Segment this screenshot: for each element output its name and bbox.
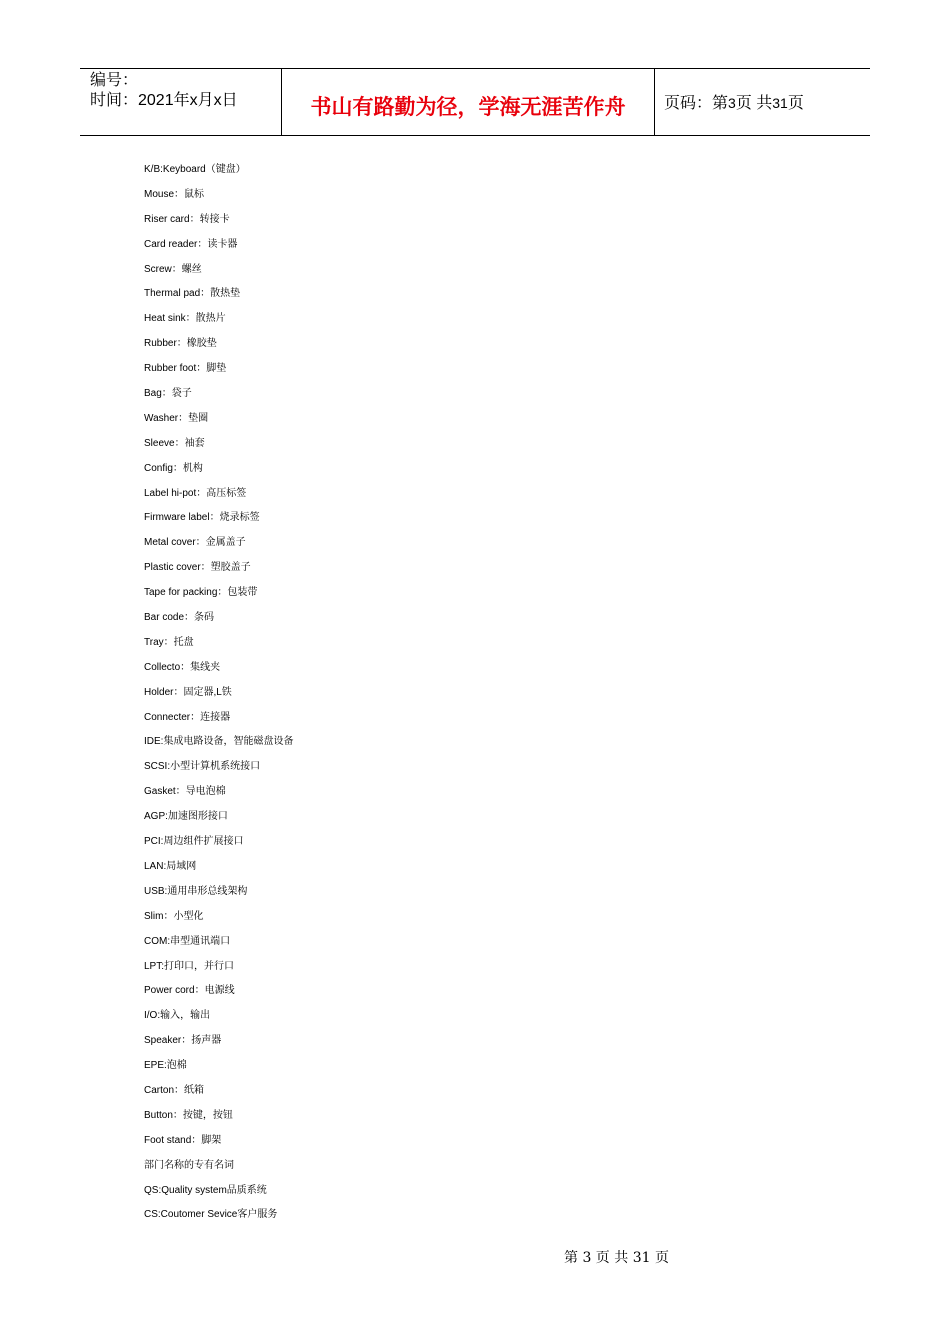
glossary-item: COM:串型通讯端口 <box>144 935 231 947</box>
glossary-item: Bag：袋子 <box>144 388 192 400</box>
glossary-item: Washer：垫圈 <box>144 412 209 424</box>
glossary-item: PCI:周边组件扩展接口 <box>144 836 244 848</box>
glossary-item: Bar code：条码 <box>144 612 215 624</box>
glossary-item: LAN:局域网 <box>144 860 197 872</box>
glossary-item: Heat sink：散热片 <box>144 313 226 325</box>
glossary-item: USB:通用串形总线架构 <box>144 885 248 897</box>
glossary-item: Thermal pad：散热垫 <box>144 288 241 300</box>
glossary-item: Riser card：转接卡 <box>144 213 230 225</box>
glossary-item: Gasket：导电泡棉 <box>144 786 226 798</box>
glossary-item: Config：机构 <box>144 462 203 474</box>
glossary-list <box>144 162 293 1232</box>
glossary-item: Label hi-pot：高压标签 <box>144 487 247 499</box>
glossary-item: Card reader：读卡器 <box>144 238 238 250</box>
glossary-item: Mouse：鼠标 <box>144 188 205 200</box>
glossary-item: Firmware label：烧录标签 <box>144 512 260 524</box>
header-divider-right <box>654 69 655 135</box>
glossary-item: I/O:输入，输出 <box>144 1010 211 1022</box>
page-middle: 页 共 <box>735 95 773 112</box>
glossary-item: Rubber foot：脚垫 <box>144 363 227 375</box>
glossary-item: Speaker：扬声器 <box>144 1035 222 1047</box>
glossary-item: CS:Coutomer Sevice客户服务 <box>144 1209 278 1221</box>
header-meta <box>90 71 238 111</box>
glossary-item: Button：按键，按钮 <box>144 1109 233 1121</box>
page-prefix: 页码：第 <box>664 95 729 112</box>
glossary-item: Sleeve：袖套 <box>144 437 205 449</box>
glossary-item: Carton：纸箱 <box>144 1084 205 1096</box>
glossary-item: Screw：螺丝 <box>144 263 202 275</box>
serial-label: 编号： <box>90 72 139 89</box>
glossary-item: IDE:集成电路设备，智能磁盘设备 <box>144 736 294 748</box>
header-motto: 书山有路勤为径，学海无涯苦作舟 <box>310 95 626 119</box>
glossary-item: Metal cover：金属盖子 <box>144 537 246 549</box>
page-current: 3 <box>728 95 736 111</box>
time-label: 时间：2021年x月x日 <box>90 92 238 109</box>
page-suffix: 页 <box>787 95 804 112</box>
glossary-item: Foot stand：脚架 <box>144 1134 222 1146</box>
glossary-item: Collecto：集线夹 <box>144 661 221 673</box>
glossary-item: 部门名称的专有名词 <box>144 1159 234 1171</box>
glossary-item: AGP:加速图形接口 <box>144 811 228 823</box>
glossary-item: EPE:泡棉 <box>144 1060 187 1072</box>
header-page-number <box>664 93 804 114</box>
glossary-item: Plastic cover：塑胶盖子 <box>144 562 251 574</box>
glossary-item: Holder：固定器,L铁 <box>144 686 232 698</box>
glossary-item: SCSI:小型计算机系统接口 <box>144 761 261 773</box>
page-header <box>80 68 870 136</box>
glossary-item: Tape for packing：包装带 <box>144 587 258 599</box>
glossary-item: QS:Quality system品质系统 <box>144 1184 267 1196</box>
page-total: 31 <box>772 95 788 111</box>
glossary-item: LPT:打印口，并行口 <box>144 960 235 972</box>
glossary-item: Tray：托盘 <box>144 636 194 648</box>
glossary-item: Rubber：橡胶垫 <box>144 338 217 350</box>
glossary-item: K/B:Keyboard（键盘） <box>144 164 246 175</box>
glossary-item: Power cord：电源线 <box>144 985 235 997</box>
glossary-item: Connecter：连接器 <box>144 711 231 723</box>
page-footer: 第 3 页 共 31 页 <box>564 1250 669 1266</box>
glossary-item: Slim：小型化 <box>144 910 204 922</box>
